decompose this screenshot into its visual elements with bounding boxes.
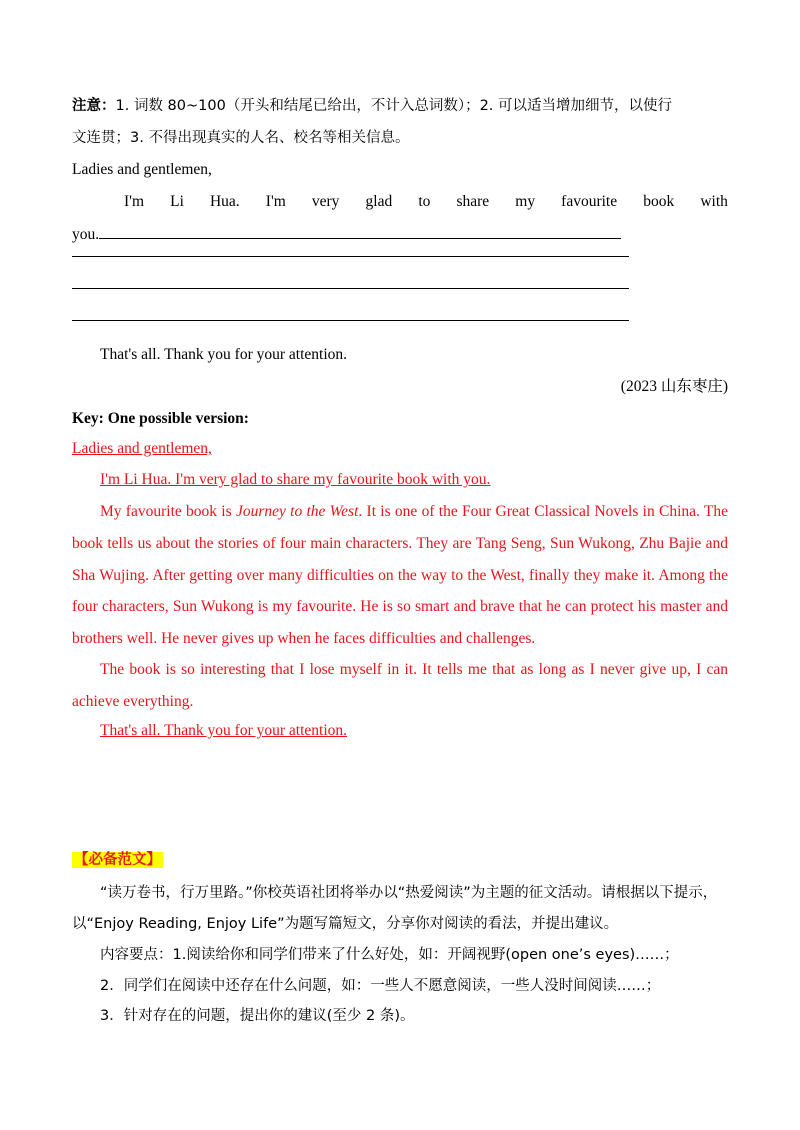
- sample-heading-text: 【必备范文】: [74, 852, 161, 868]
- task-intro-end: you.: [72, 226, 100, 243]
- key-intro: I'm Li Hua. I'm very glad to share my favourite book with you.: [100, 471, 491, 488]
- task-intro-word: my: [515, 193, 536, 210]
- key-paragraph-1: [72, 496, 728, 655]
- key-paragraph-2: [72, 654, 728, 718]
- notes-line-1: [72, 96, 672, 116]
- answer-blank-2[interactable]: [72, 256, 629, 257]
- task-intro-word: with: [700, 193, 728, 210]
- task-intro-word: share: [456, 193, 490, 210]
- key-p1-start: My favourite book is: [100, 503, 236, 520]
- notes-line-2: 文连贯；3. 不得出现真实的人名、校名等相关信息。: [72, 130, 410, 146]
- task-intro-word: to: [418, 193, 431, 210]
- notes-text-1: 1. 词数 80~100（开头和结尾已给出，不计入总词数）；2. 可以适当增加细节，以使行: [115, 98, 673, 114]
- key-closing: That's all. Thank you for your attention.: [100, 722, 348, 739]
- sample-point-3: 3．针对存在的问题，提出你的建议(至少 2 条)。: [100, 1008, 415, 1024]
- task-greeting: Ladies and gentlemen,: [72, 161, 212, 178]
- key-heading: Key: One possible version:: [72, 410, 249, 427]
- task-intro-word: I'm: [265, 193, 286, 210]
- task-intro-word: favourite: [561, 193, 618, 210]
- task-source-text: (2023 山东枣庄): [620, 378, 728, 395]
- notes-label: 注意：: [72, 98, 116, 114]
- task-intro-line: [72, 192, 728, 212]
- sample-point-2: 2．同学们在阅读中还存在什么问题，如：一些人不愿意阅读，一些人没时间阅读……；: [100, 978, 661, 994]
- task-intro-word: book: [643, 193, 675, 210]
- key-p2-text: The book is so interesting that I lose myself in it. It tells me that as long as I never give up, I can achieve everything.: [72, 661, 728, 710]
- task-intro-word: glad: [365, 193, 393, 210]
- task-intro-word: I'm: [124, 193, 145, 210]
- key-book-title: Journey to the West: [235, 503, 359, 520]
- sample-prompt-line-1: “读万卷书，行万里路。”你校英语社团将举办以“热爱阅读”为主题的征文活动。请根据以下提示，: [100, 885, 718, 901]
- task-intro-end-line: [72, 224, 621, 245]
- sample-prompt-line-2: 以“Enjoy Reading, Enjoy Life”为题写篇短文，分享你对阅读的看法，并提出建议。: [72, 916, 619, 932]
- sample-heading: [72, 850, 163, 870]
- key-p1-rest: . It is one of the Four Great Classical Novels in China. The book tells us about the stories of four main characters. They are Tang Seng, Sun Wukong, Zhu Bajie and Sha Wujing. After getting over many difficulties on the way to the West, finally they make it. Among the four characters, Sun Wukong is my favourite. He is so smart and brave that he can protect his master and brothers well. He never gives up when he faces difficulties and challenges.: [72, 503, 728, 648]
- task-source: [621, 377, 728, 397]
- answer-blank-3[interactable]: [72, 288, 629, 289]
- task-intro-word: Hua.: [209, 193, 240, 210]
- key-greeting: Ladies and gentlemen,: [72, 440, 212, 457]
- task-intro-word: very: [311, 193, 340, 210]
- task-closing: That's all. Thank you for your attention.: [100, 346, 348, 363]
- sample-point-1: 内容要点：1.阅读给你和同学们带来了什么好处，如：开阔视野(open one’s eyes)……；: [100, 947, 679, 963]
- answer-blank-1[interactable]: [99, 224, 621, 239]
- task-intro-word: Li: [170, 193, 184, 210]
- answer-blank-4[interactable]: [72, 320, 629, 321]
